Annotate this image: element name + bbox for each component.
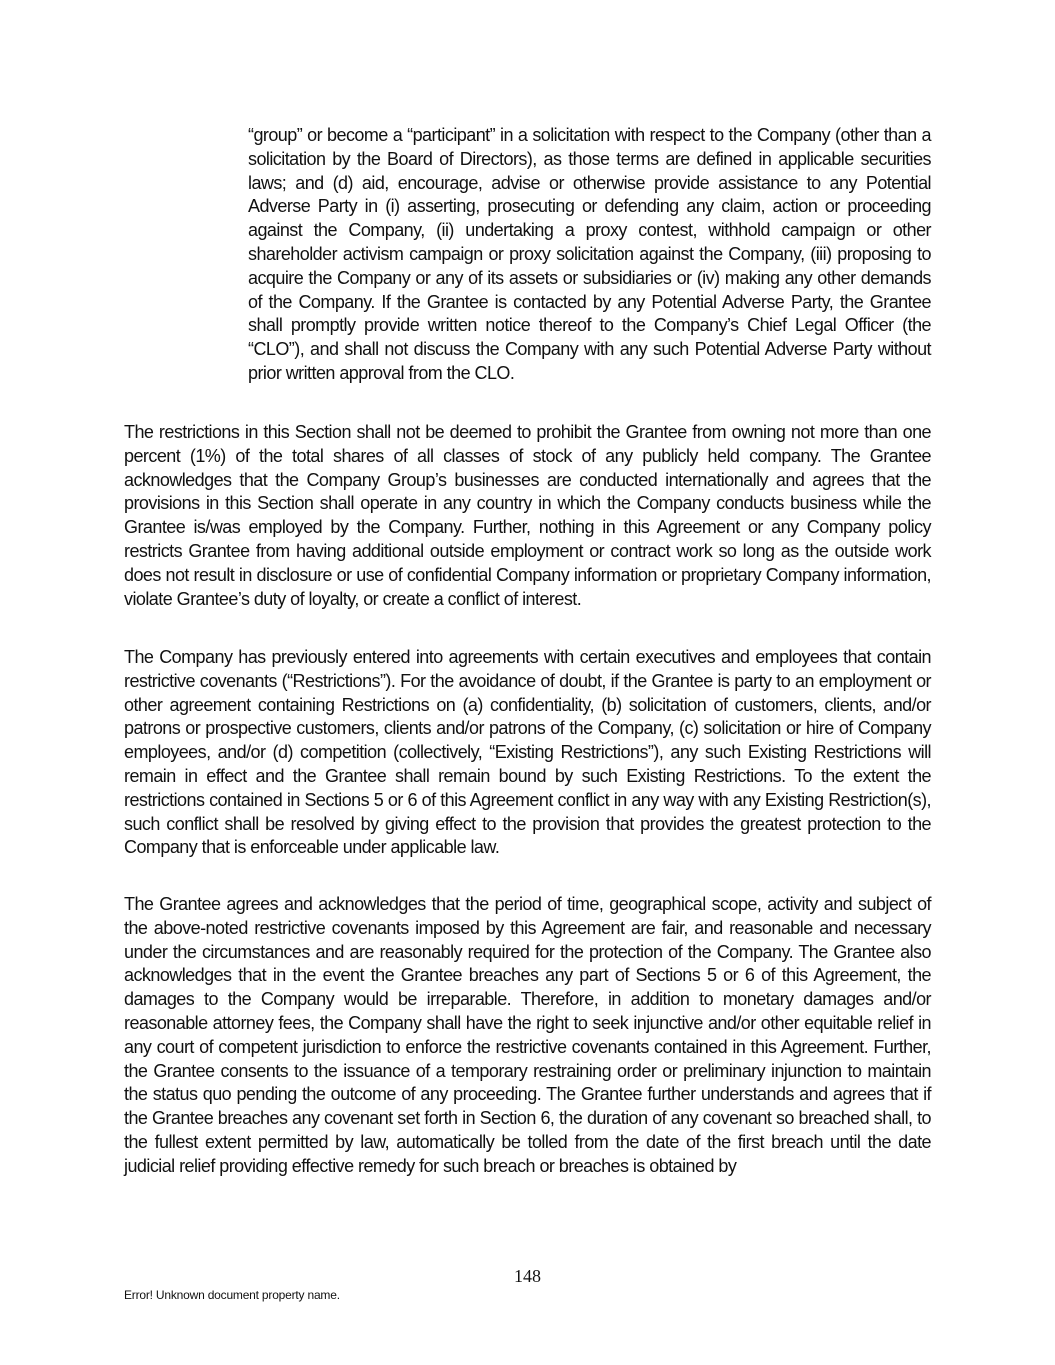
page-number: 148: [514, 1266, 541, 1286]
body-paragraph-restrictions: The restrictions in this Section shall not be deemed to prohibit the Grantee from owning not more than one percent (1%) of the total shares of all classes of stock of any publicly held company. The Grantee acknowledges that the Company Group’s businesses are conducted internationally and agrees that the provisions in this Section shall operate in any country in which the Company conducts business while the Grantee is/was employed by the Company. Further, nothing in this Agreement or any Company policy restricts Grantee from having additional outside employment or contract work so long as the outside work does not result in disclosure or use of confidential Company information or proprietary Company information, violate Grantee’s duty of loyalty, or create a conflict of interest.: [124, 422, 931, 609]
body-paragraph-existing-restrictions: The Company has previously entered into agreements with certain executives and employees that contain restrictive covenants (“Restrictions”). For the avoidance of doubt, if the Grantee is party to an employment or other agreement containing Restrictions on (a) confidentiality, (b) solicitation of customers, clients, and/or patrons or prospective customers, clients and/or patrons of the Company, (c) solicitation or hire of Company employees, and/or (d) competition (collectively, “Existing Restrictions”), any such Existing Restrictions will remain in effect and the Grantee shall remain bound by such Existing Restrictions. To the extent the restrictions contained in Sections 5 or 6 of this Agreement conflict in any way with any Existing Restriction(s), such conflict shall be resolved by giving effect to the provision that provides the greatest protection to the Company that is enforceable under applicable law.: [124, 647, 931, 858]
indented-paragraph: “group” or become a “participant” in a solicitation with respect to the Company (other than a solicitation by the Board of Directors), as those terms are defined in applicable securities laws; and (d) aid, encourage, advise or otherwise provide assistance to any Potential Adverse Party in (i) asserting, prosecuting or defending any claim, action or proceeding against the Company, (ii) undertaking a proxy contest, withhold campaign or other shareholder activism campaign or proxy solicitation against the Company, (iii) proposing to acquire the Company or any of its assets or subsidiaries or (iv) making any other demands of the Company. If the Grantee is contacted by any Potential Adverse Party, the Grantee shall promptly provide written notice thereof to the Company’s Chief Legal Officer (the “CLO”), and shall not discuss the Company with any such Potential Adverse Party without prior written approval from the CLO.: [248, 125, 931, 383]
body-paragraph-remedies: The Grantee agrees and acknowledges that the period of time, geographical scope, activity and subject of the above-noted restrictive covenants imposed by this Agreement are fair, and reasonable and necessary under the circumstances and are reasonably required for the protection of the Company. The Grantee also acknowledges that in the event the Grantee breaches any part of Sections 5 or 6 of this Agreement, the damages to the Company would be irreparable. Therefore, in addition to monetary damages and/or reasonable attorney fees, the Company shall have the right to seek injunctive and/or other equitable relief in any court of competent jurisdiction to enforce the restrictive covenants contained in this Agreement. Further, the Grantee consents to the issuance of a temporary restraining order or preliminary injunction to maintain the status quo pending the outcome of any proceeding. The Grantee further understands and agrees that if the Grantee breaches any covenant set forth in Section 6, the duration of any covenant so breached shall, to the fullest extent permitted by law, automatically be tolled from the date of the first breach until the date judicial relief providing effective remedy for such breach or breaches is obtained by: [124, 894, 931, 1176]
footer-note: Error! Unknown document property name.: [124, 1288, 340, 1302]
